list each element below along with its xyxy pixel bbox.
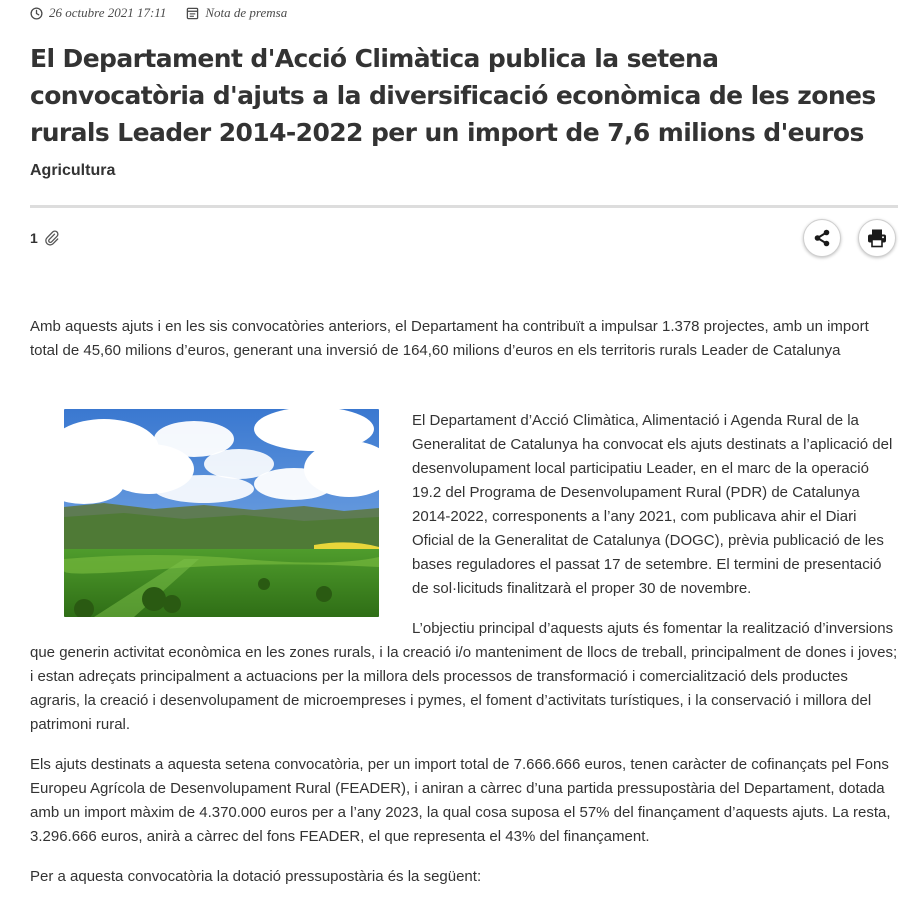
paragraph-1: El Departament d’Acció Climàtica, Alimentació i Agenda Rural de la Generalitat de Catalunya ha convocat els ajuts destinats a l’aplicació del desenvolupament local participatiu Leader, en el marc de la operació 19.2 del Programa de Desenvolupament Rural (PDR) de Catalunya 2014-2022, corresponents a l’any 2021, com publicava ahir el Diari Oficial de la Generalitat de Catalunya (DOGC), prèvia publicació de les bases reguladores el passat 17 de setembre. El termini de presentació de sol·licituds finalitzarà el proper 30 de novembre.: [412, 412, 893, 597]
paragraph-3: Els ajuts destinats a aquesta setena convocatòria, per un import total de 7.666.666 euros, tenen caràcter de cofinançats pel Fons Europeu Agrícola de Desenvolupament Rural (FEADER), i aniran a càrrec d’una partida pressupostària del Departament, dotada amb un import màxim de 4.370.000 euros per a l’any 2023, la qual cosa suposa el 57% del finançament d’aquests ajuts. La resta, 3.296.666 euros, anirà a càrrec del fons FEADER, el que representa el 43% del finançament.: [30, 756, 891, 845]
page-title: El Departament d'Acció Climàtica publica la setena convocatòria d'ajuts a la diversificació econòmica de les zones rurals Leader 2014-2022 per un import de 7,6 milions d'euros: [30, 44, 876, 147]
attachments-count: 1: [30, 230, 38, 246]
paperclip-icon: [44, 230, 60, 246]
publish-date: 26 octubre 2021 17:11: [49, 5, 167, 20]
print-button[interactable]: [858, 219, 896, 257]
date-item: [30, 5, 166, 21]
document-icon: [186, 7, 199, 20]
paragraph-4: Per a aquesta convocatòria la dotació pressupostària és la següent:: [30, 868, 482, 885]
share-icon: [812, 228, 832, 248]
clock-icon: [30, 7, 43, 20]
paragraph-2: L’objectiu principal d’aquests ajuts és fomentar la realització d’inversions que generin activitat econòmica en les zones rurals, i la creació i/o manteniment de llocs de treball, principalment de dones i joves; i estan adreçats principalment a actuacions per la millora dels processos de transformació i comercialització dels productes agraris, la creació i desenvolupament de microempreses i pymes, el foment d’activitats turístiques, i la conservació i millora del patrimoni rural.: [30, 620, 898, 733]
content-type: Nota de premsa: [205, 5, 288, 20]
type-item: [186, 5, 287, 21]
article-meta: [30, 5, 287, 21]
attachments-link[interactable]: [30, 230, 60, 246]
category-label: Agricultura: [30, 162, 116, 179]
article-lead: Amb aquests ajuts i en les sis convocatòries anteriors, el Departament ha contribuït a impulsar 1.378 projectes, amb un import total de 45,60 milions d’euros, generant una inversió de 164,60 milions d’euros en els territoris rurals Leader de Catalunya: [30, 318, 869, 359]
print-icon: [866, 227, 888, 249]
rural-landscape-image: [64, 409, 379, 617]
header-divider: [30, 205, 898, 208]
share-button[interactable]: [803, 219, 841, 257]
